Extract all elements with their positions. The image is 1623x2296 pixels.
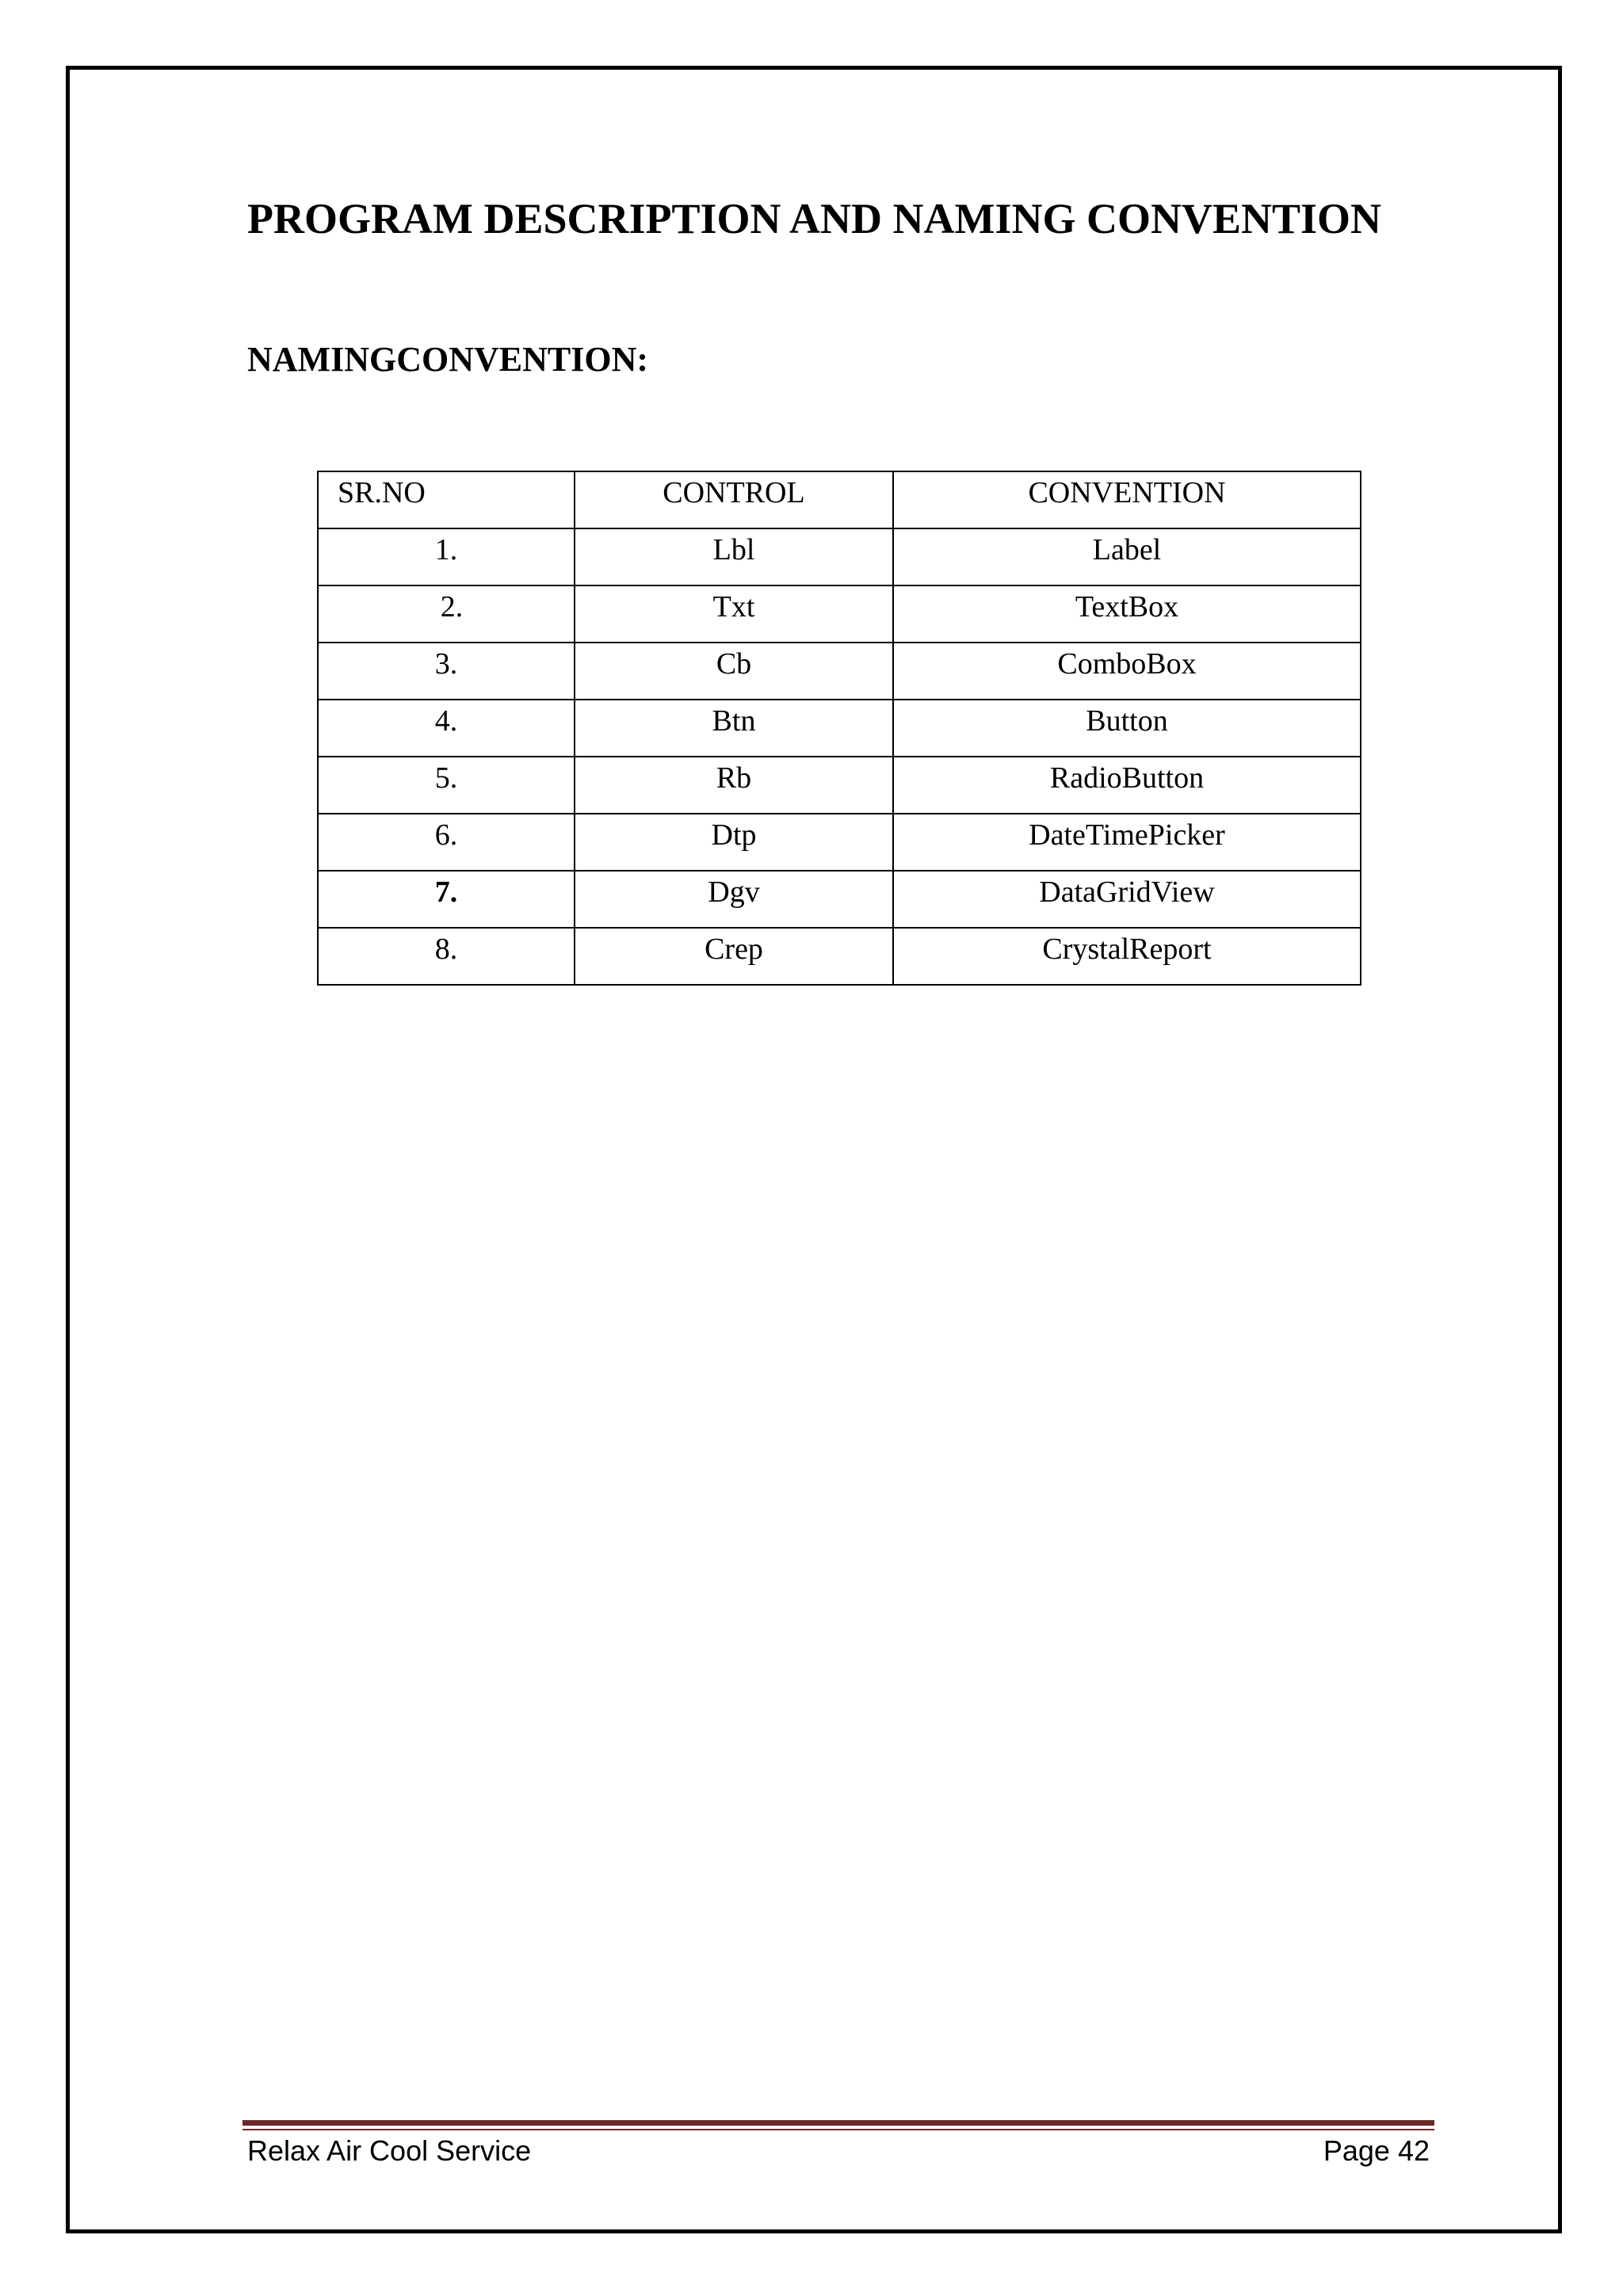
cell-control: Rb xyxy=(575,757,893,814)
cell-control: Lbl xyxy=(575,528,893,585)
cell-sr-no: 5. xyxy=(318,757,575,814)
footer-rule xyxy=(242,2120,1434,2126)
table-row xyxy=(318,585,1361,643)
table-row xyxy=(318,928,1361,985)
cell-sr-no: 7. xyxy=(318,871,575,928)
table-header-row xyxy=(318,471,1361,528)
cell-sr-no: 6. xyxy=(318,814,575,871)
cell-sr-no: 1. xyxy=(318,528,575,585)
cell-control: Txt xyxy=(575,585,893,643)
header-sr-no: SR.NO xyxy=(318,471,575,528)
cell-control: Cb xyxy=(575,643,893,700)
table-row xyxy=(318,757,1361,814)
cell-convention: DataGridView xyxy=(893,871,1361,928)
footer-page-number: Page 42 xyxy=(1323,2134,1430,2167)
cell-sr-no: 8. xyxy=(318,928,575,985)
header-convention: CONVENTION xyxy=(893,471,1361,528)
cell-convention: DateTimePicker xyxy=(893,814,1361,871)
cell-sr-no: 3. xyxy=(318,643,575,700)
cell-control: Crep xyxy=(575,928,893,985)
cell-control: Dtp xyxy=(575,814,893,871)
table-row xyxy=(318,643,1361,700)
table-row xyxy=(318,814,1361,871)
table-row xyxy=(318,700,1361,757)
page-border xyxy=(66,66,1562,2233)
cell-convention: CrystalReport xyxy=(893,928,1361,985)
cell-convention: ComboBox xyxy=(893,643,1361,700)
cell-convention: Button xyxy=(893,700,1361,757)
cell-sr-no: 4. xyxy=(318,700,575,757)
cell-control: Btn xyxy=(575,700,893,757)
cell-control: Dgv xyxy=(575,871,893,928)
table-row xyxy=(318,871,1361,928)
cell-convention: RadioButton xyxy=(893,757,1361,814)
footer-rule-thin xyxy=(242,2129,1434,2130)
cell-sr-no: 2. xyxy=(318,585,575,643)
cell-convention: Label xyxy=(893,528,1361,585)
table-row xyxy=(318,528,1361,585)
naming-convention-table xyxy=(317,471,1361,986)
section-heading: NAMINGCONVENTION: xyxy=(247,340,648,379)
footer-project-name: Relax Air Cool Service xyxy=(247,2134,532,2167)
header-control: CONTROL xyxy=(575,471,893,528)
cell-convention: TextBox xyxy=(893,585,1361,643)
page-title: PROGRAM DESCRIPTION AND NAMING CONVENTION xyxy=(247,195,1382,242)
